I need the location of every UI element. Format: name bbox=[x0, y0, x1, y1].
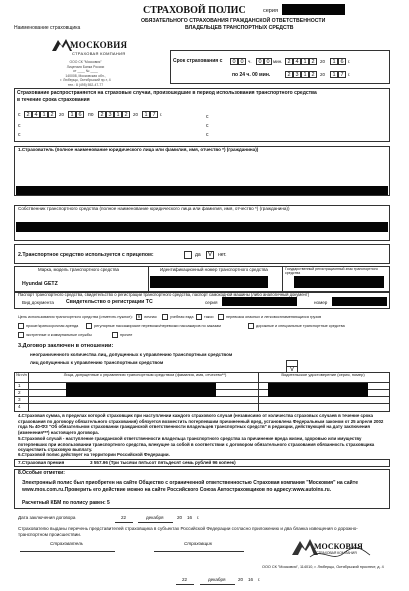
to-year-prefix: 20 bbox=[320, 72, 326, 77]
doc-type-value: Свидетельство о регистрации ТС bbox=[66, 299, 153, 305]
usage-from-year-prefix: 20 bbox=[59, 112, 65, 117]
insurance-period-box bbox=[170, 50, 390, 84]
vehicle-col-divider-2 bbox=[282, 266, 283, 292]
usage-extra-rows: с с с с с bbox=[18, 114, 209, 138]
agreement-listed-checkbox[interactable]: V bbox=[286, 366, 298, 373]
to-g-label: г. bbox=[348, 72, 351, 77]
purpose-passenger-checkbox[interactable] bbox=[86, 323, 92, 329]
contract-day-underline bbox=[115, 522, 133, 523]
usage-to-year-prefix: 20 bbox=[133, 112, 139, 117]
usage-to-g: г. bbox=[160, 112, 163, 117]
stamp-address: ООО СК "Московия", 114010, г. Люберцы, Октябрьский проспект, д. 4 bbox=[262, 565, 384, 569]
from-date-3: 1 bbox=[301, 58, 309, 65]
drivers-col-license: Водительское удостоверение (серия, номер) bbox=[281, 372, 365, 377]
bottom-year-prefix: 20 bbox=[238, 577, 244, 582]
insurer-signature-line bbox=[154, 551, 244, 552]
vehicle-col-model: Марка, модель транспортного средства bbox=[38, 267, 119, 272]
trailer-yes-label: да bbox=[195, 252, 201, 258]
purpose-personal-checkbox[interactable]: V bbox=[137, 314, 141, 320]
owner-label: Собственник транспортного средства (полное наименование юридического лица или фамилия, имя, отчество *) (гражданина)) bbox=[18, 206, 290, 211]
from-hour-2: 0 bbox=[238, 58, 246, 65]
redacted-insurant bbox=[16, 186, 388, 195]
reps-text: Страхователю выданы перечень представителей страховщика в субъектах Российской Федерации согласно приложению и два бланка извещения о дорожно-транспортном происшествии. bbox=[18, 526, 358, 538]
bottom-month: декабря bbox=[208, 577, 226, 582]
vehicle-col-divider-1 bbox=[148, 266, 149, 292]
usage-to-year-1: 1 bbox=[142, 111, 150, 118]
insured-signature-line bbox=[20, 551, 115, 552]
purpose-passenger-label: регулярные пассажирские перевозки/перевозки пассажиров по заказам bbox=[94, 324, 221, 328]
vehicle-doc-label: Паспорт транспортного средства, свидетельство о регистрации транспортного средства, паспорт самоходной машины (либо аналогичный документ) bbox=[18, 292, 310, 297]
purpose-rent-label: прокат/краткосрочная аренда bbox=[26, 324, 79, 328]
redacted-doc-number bbox=[332, 297, 387, 306]
insurer-signature-label: Страховщик bbox=[184, 541, 213, 546]
from-min-2: 0 bbox=[264, 58, 272, 65]
from-hour-1: 0 bbox=[230, 58, 238, 65]
purpose-road-label: дорожные и специальные транспортные средства bbox=[256, 324, 345, 328]
drivers-col-persons: Лица, допущенные к управлению транспортным средством (фамилия, имя, отчество**) bbox=[63, 372, 227, 377]
redacted-owner bbox=[16, 222, 388, 232]
from-year-prefix: 20 bbox=[320, 59, 326, 64]
special-notes-text: Электронный полис был приобретен на сайте Общество с ограниченной ответственностью Страховая компания "Московия" на сайте www.mos.com.ru.Проверить его действие можно на сайте Российского Союза Автостраховщиков по адресу:www.autoins.ru. bbox=[22, 480, 358, 493]
trailer-yes-checkbox[interactable] bbox=[184, 251, 192, 259]
period-to-label: по 24 ч. 00 мин. bbox=[232, 72, 271, 78]
contract-year: 16 bbox=[187, 515, 193, 520]
redacted-doc-series bbox=[222, 297, 297, 306]
usage-from-1: 2 bbox=[24, 111, 32, 118]
drivers-row-2: 2 bbox=[18, 390, 21, 395]
term-insured-sum: 4.Страховая сумма, в пределах которой страховщик при наступлении каждого страхового случая (независимо от количества страховых случаев в течение срока страхования по договору обязательного страхования) обязуется возместить потерпевшим причиненный вред, установлена Федеральным законом от 25 апреля 2002 года № 40-ФЗ "Об обязательном страховании гражданской ответственности владельцев транспортных средств" в редакции, действующей на дату заключения (изменения***) настоящего договора. bbox=[18, 413, 384, 435]
purpose-emergency-checkbox[interactable] bbox=[18, 332, 24, 338]
bottom-day-underline bbox=[176, 584, 194, 585]
agreement-option-listed: лиц допущенных к управлению транспортным средством bbox=[30, 360, 164, 365]
insurer-name-label: Наименование страховщика bbox=[14, 25, 81, 31]
vehicle-model-value: Hyundai GETZ bbox=[22, 281, 58, 287]
handwritten-signature-icon bbox=[262, 533, 382, 567]
minute-label: мин. bbox=[273, 59, 283, 64]
to-year-1: 1 bbox=[330, 71, 338, 78]
purpose-emergency-label: экстренные и коммунальные службы bbox=[26, 333, 92, 337]
premium-value: 3 557.96 (Три тысячи пятьсот пятьдесят семь рублей 96 копеек) bbox=[90, 460, 236, 465]
from-min-1: 0 bbox=[256, 58, 264, 65]
from-year-2: 6 bbox=[338, 58, 346, 65]
purpose-dangerous-label: перевозка опасных и легковоспламеняющихся грузов bbox=[226, 315, 322, 319]
logo-name: МОСКОВИЯ bbox=[70, 40, 128, 50]
redacted-driver-license bbox=[268, 383, 368, 397]
usage-text: Страхование распространяется на страховые случаи, произошедшие в период использования транспортного средства в течение срока страхования bbox=[17, 90, 317, 103]
purpose-road-checkbox[interactable] bbox=[248, 323, 254, 329]
redacted-series bbox=[282, 4, 345, 15]
trailer-no-label: нет. bbox=[218, 252, 227, 258]
drivers-col-no: № п/п bbox=[16, 372, 27, 377]
logo-tagline: СТРАХОВАЯ КОМПАНИЯ bbox=[72, 51, 126, 56]
usage-from-3: 1 bbox=[40, 111, 48, 118]
redacted-plate bbox=[294, 276, 384, 288]
redacted-vin bbox=[150, 276, 268, 288]
to-date-1: 2 bbox=[285, 71, 293, 78]
usage-from-year-1: 1 bbox=[68, 111, 76, 118]
purpose-training-label: учебная езда bbox=[170, 315, 194, 319]
special-notes-kbm: Расчетный КБМ по полису равен: 5 bbox=[22, 500, 110, 506]
usage-po-label: по bbox=[88, 112, 94, 118]
contract-year-prefix: 20 bbox=[177, 515, 183, 520]
stamp-logo-name: МОСКОВИЯ bbox=[314, 542, 363, 551]
doc-series-label: серия bbox=[205, 300, 218, 305]
purpose-other-checkbox[interactable] bbox=[112, 332, 118, 338]
usage-from-2: 4 bbox=[32, 111, 40, 118]
purpose-dangerous-checkbox[interactable] bbox=[218, 314, 224, 320]
to-year-2: 7 bbox=[338, 71, 346, 78]
document-title: СТРАХОВОЙ ПОЛИС bbox=[143, 5, 246, 16]
subtitle-line-2: ВЛАДЕЛЬЦЕВ ТРАНСПОРТНЫХ СРЕДСТВ bbox=[185, 25, 294, 31]
drivers-row-3: 3 bbox=[18, 397, 21, 402]
purpose-label: Цель использования транспортного средства (отметить нужное): bbox=[18, 315, 133, 319]
contract-date-label: Дата заключения договора bbox=[18, 515, 76, 520]
series-label: серия bbox=[263, 8, 278, 14]
contract-month-underline bbox=[138, 522, 173, 523]
purpose-taxi-label: такси bbox=[204, 315, 214, 319]
from-date-4: 2 bbox=[309, 58, 317, 65]
vehicle-col-plate: Государственный регистрационный знак транспортного средства bbox=[285, 267, 378, 276]
usage-to-1: 2 bbox=[98, 111, 106, 118]
logo-address: ООО СК "Московия" Лицензия Банка России от ____ № ____ 140008, Московская обл., г. Люберцы, Октябрьский пр-т, 4 тел.: 8 (495) 552-47-77 bbox=[60, 60, 111, 87]
usage-from-year-2: 6 bbox=[76, 111, 84, 118]
trailer-no-checkbox[interactable]: V bbox=[207, 252, 212, 258]
from-date-1: 2 bbox=[285, 58, 293, 65]
bottom-g: г. bbox=[258, 577, 261, 582]
special-notes-title: 8.Особые отметки: bbox=[18, 470, 65, 476]
to-date-3: 1 bbox=[301, 71, 309, 78]
premium-label: 7.Страховая премия bbox=[18, 460, 65, 465]
redacted-driver-name bbox=[66, 383, 216, 397]
vehicle-col-vin: Идентификационный номер транспортного средства bbox=[160, 267, 268, 272]
agreement-option-unlimited: неограниченного количества лиц, допущенных к управлению транспортным средством bbox=[30, 352, 233, 357]
drivers-row-4: 4 bbox=[18, 404, 21, 409]
usage-to-3: 1 bbox=[114, 111, 122, 118]
drivers-row-divider-3 bbox=[14, 403, 390, 404]
drivers-row-1: 1 bbox=[18, 383, 21, 388]
period-from-label: Срок страхования с bbox=[173, 58, 223, 64]
agreement-title: 3.Договор заключен в отношении: bbox=[18, 343, 114, 349]
to-date-2: 3 bbox=[293, 71, 301, 78]
term-territory: 6.Страховой полис действует на территории Российской Федерации. bbox=[18, 452, 170, 457]
to-date-4: 2 bbox=[309, 71, 317, 78]
drivers-col-divider-1 bbox=[28, 372, 29, 412]
from-year-1: 1 bbox=[330, 58, 338, 65]
bottom-day: 22 bbox=[182, 577, 188, 582]
usage-from-4: 2 bbox=[48, 111, 56, 118]
term-insured-event: 5.Страховой случай - наступление гражданской ответственности владельца транспортного средства за причинение вреда жизни, здоровью или имуществу потерпевших при использовании транспортного средства, влекущее за собой в соответствии с договором обязательного страхования обязанность страховщика осуществить страховую выплату. bbox=[18, 436, 375, 453]
purpose-rent-checkbox[interactable] bbox=[18, 323, 24, 329]
company-stamp bbox=[262, 533, 382, 567]
insured-signature-label: Страхователь bbox=[50, 541, 84, 546]
trailer-label: 2.Транспортное средство используется с прицепом: bbox=[18, 252, 154, 258]
drivers-col-divider-2 bbox=[258, 372, 259, 412]
usage-to-2: 3 bbox=[106, 111, 114, 118]
hour-label: ч. bbox=[248, 59, 252, 64]
contract-g: г. bbox=[197, 515, 200, 520]
subtitle-line-1: ОБЯЗАТЕЛЬНОГО СТРАХОВАНИЯ ГРАЖДАНСКОЙ ОТВЕТСТВЕННОСТИ bbox=[141, 18, 326, 24]
company-logo bbox=[50, 36, 128, 58]
bottom-month-underline bbox=[200, 584, 235, 585]
purpose-training-checkbox[interactable] bbox=[162, 314, 168, 320]
usage-to-year-2: 7 bbox=[150, 111, 158, 118]
contract-month: декабря bbox=[146, 515, 164, 520]
contract-day: 22 bbox=[121, 515, 127, 520]
doc-number-label: номер bbox=[314, 300, 328, 305]
stamp-logo-tagline: СТРАХОВАЯ КОМПАНИЯ bbox=[316, 551, 357, 555]
insurant-label: 1.Страхователь (полное наименование юридического лица или фамилия, имя, отчество *) (гражданина)) bbox=[18, 147, 259, 152]
usage-to-4: 2 bbox=[122, 111, 130, 118]
from-g-label: г. bbox=[348, 59, 351, 64]
from-date-2: 4 bbox=[293, 58, 301, 65]
doc-type-label: Вид документа bbox=[22, 300, 54, 305]
purpose-personal-label: личная bbox=[144, 315, 157, 319]
usage-s-label: с bbox=[18, 112, 21, 118]
bottom-year: 16 bbox=[248, 577, 254, 582]
purpose-taxi-checkbox[interactable] bbox=[196, 314, 202, 320]
purpose-other-label: прочее bbox=[120, 333, 133, 337]
